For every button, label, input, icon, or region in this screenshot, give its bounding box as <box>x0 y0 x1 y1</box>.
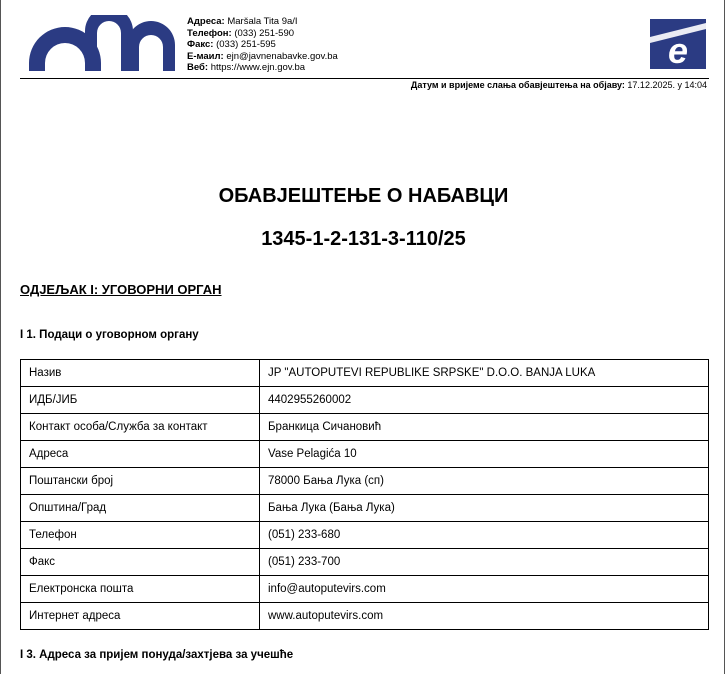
row-value: Бранкица Сичановић <box>260 414 709 441</box>
contact-info <box>187 16 338 74</box>
svg-text:e: e <box>667 30 689 69</box>
header-divider <box>20 78 709 79</box>
table-row <box>21 576 709 603</box>
ejn-logo <box>27 15 175 76</box>
contact-phone: Телефон: (033) 251-590 <box>187 27 295 39</box>
document-title: ОБАВЈЕШТЕЊЕ О НАБАВЦИ <box>218 185 509 207</box>
table-row <box>21 414 709 441</box>
row-value: 4402955260002 <box>260 387 709 414</box>
page-border-right <box>724 0 725 674</box>
row-label: Поштански број <box>21 468 260 495</box>
page-border-left <box>0 0 1 674</box>
contact-fax: Факс: (033) 251-595 <box>187 39 276 50</box>
document-number: 1345-1-2-131-3-110/25 <box>261 228 466 250</box>
table-row <box>21 468 709 495</box>
row-label: Интернет адреса <box>21 603 260 630</box>
row-label: Општина/Град <box>21 495 260 522</box>
row-value: (051) 233-680 <box>260 522 709 549</box>
publication-datetime: Датум и вријеме слања обавјештења на објаву: 17.12.2025. у 14:04 <box>410 80 707 90</box>
row-value: info@autoputevirs.com <box>260 576 709 603</box>
row-label: Факс <box>21 549 260 576</box>
table-row <box>21 441 709 468</box>
subsection-heading-1: I 1. Подаци о уговорном органу <box>20 329 199 341</box>
row-label: Назив <box>21 360 260 387</box>
table-row <box>21 360 709 387</box>
row-value: (051) 233-700 <box>260 549 709 576</box>
row-label: Адреса <box>21 441 260 468</box>
e-logo <box>650 19 706 74</box>
row-value: Бања Лука (Бања Лука) <box>260 495 709 522</box>
row-value: www.autoputevirs.com <box>260 603 709 630</box>
table-row <box>21 549 709 576</box>
section-heading: ОДЈЕЉАК I: УГОВОРНИ ОРГАН <box>20 282 222 297</box>
row-label: Контакт особа/Служба за контакт <box>21 414 260 441</box>
table-row <box>21 495 709 522</box>
table-row <box>21 387 709 414</box>
row-label: Електронска пошта <box>21 576 260 603</box>
row-label: Телефон <box>21 522 260 549</box>
contact-web: Веб: https://www.ejn.gov.ba <box>187 62 306 73</box>
table-row <box>21 603 709 630</box>
contact-address: Адреса: Maršala Tita 9a/I <box>187 16 298 27</box>
contact-email: Е-маил: ejn@javnenabavke.gov.ba <box>187 50 338 62</box>
subsection-heading-3: I 3. Адреса за пријем понуда/захтјева за учешће <box>20 649 294 661</box>
table-row <box>21 522 709 549</box>
row-value: 78000 Бања Лука (сп) <box>260 468 709 495</box>
row-value: JP "AUTOPUTEVI REPUBLIKE SRPSKE" D.O.O. BANJA LUKA <box>260 360 709 387</box>
contracting-authority-table <box>20 359 709 630</box>
row-value: Vase Pelagića 10 <box>260 441 709 468</box>
row-label: ИДБ/ЈИБ <box>21 387 260 414</box>
